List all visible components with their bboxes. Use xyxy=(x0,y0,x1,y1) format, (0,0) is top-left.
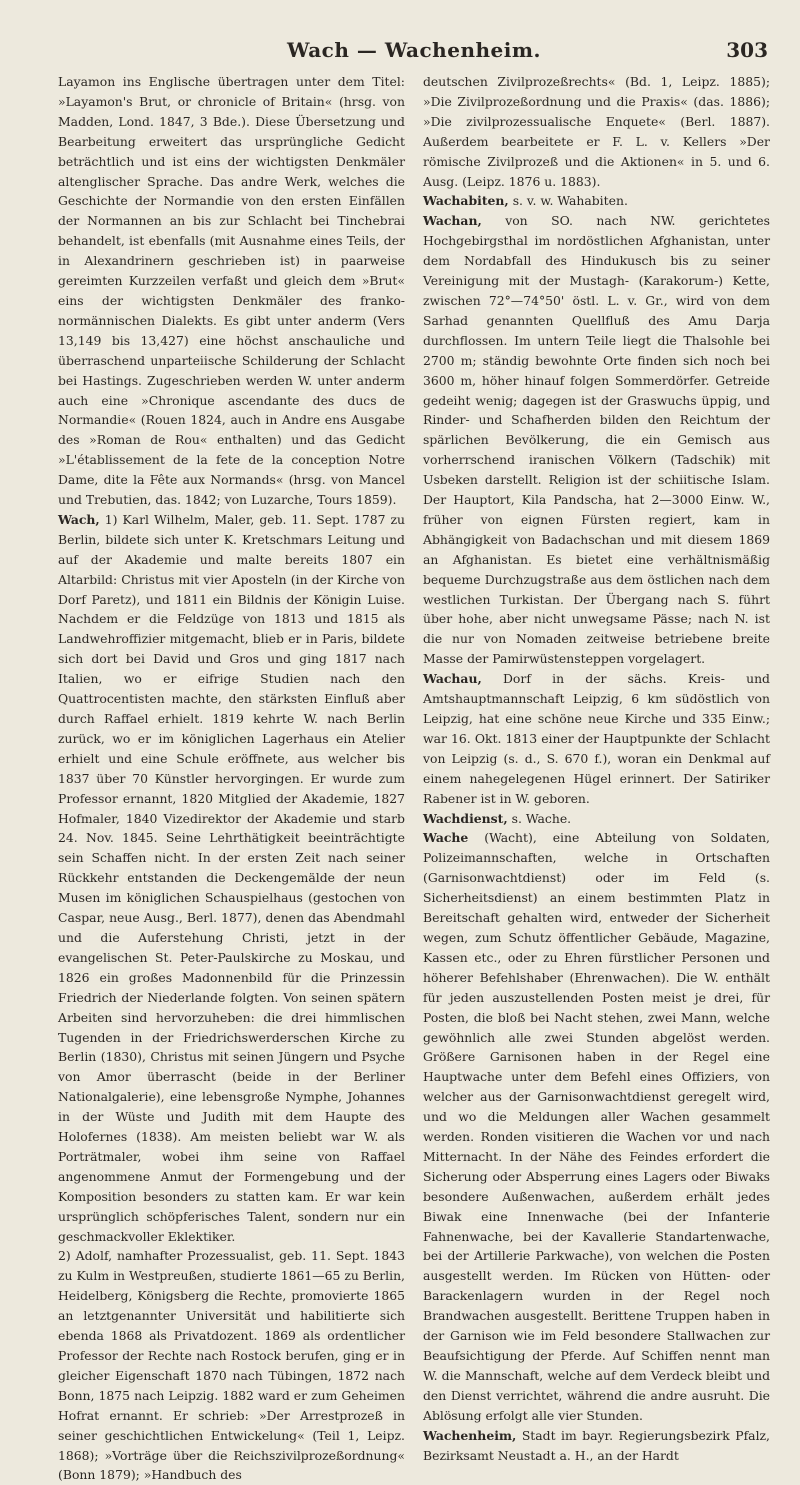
entry-text: 2) Adolf, namhafter Prozessualist, geb. 11. Sept. 1843 zu Kulm in Westpreußen, studierte 1861—65 zu Berlin, Heidelberg, Königsberg die Rechte, promovierte 1865 an letztgenannter Universität und habilitierte sich ebenda 1868 als Privatdozent. 1869 als ordentlicher Professor der Rechte nach Rostock berufen, ging er in gleicher Eigenschaft 1870 nach Tübingen, 1872 nach Bonn, 1875 nach Leipzig. 1882 ward er zum Geheimen Hofrat ernannt. Er schrieb: »Der Arrestprozeß in seiner geschichtlichen Entwickelung« (Teil 1, Leipz. 1868); »Vorträge über die Reichszivilprozeßordnung« (Bonn 1879); »Handbuch des xyxy=(58,1248,405,1483)
entry-headword: Wachau, xyxy=(423,671,482,687)
entry-text: 1) Karl Wilhelm, Maler, geb. 11. Sept. 1787 zu Berlin, bildete sich unter K. Kretschmars Leitung und auf der Akademie und malte bereits 1807 ein Altarbild: Christus mit vier Aposteln (in der Kirche von Dorf Paretz), und 1811 ein Bildnis der Königin Luise. Nachdem er die Feldzüge von 1813 und 1815 als Landwehroffizier mitgemacht, blieb er in Paris, bildete sich dort bei David und Gros und ging 1817 nach Italien, wo er eifrige Studien nach den Quattrocentisten machte, den stärksten Einfluß aber durch Raffael erhielt. 1819 kehrte W. nach Berlin zurück, wo er im königlichen Lagerhaus ein Atelier erhielt und eine Schule eröffnete, aus welcher bis 1837 über 70 Künstler hervorgingen. Er wurde zum Professor ernannt, 1820 Mitglied der Akademie, 1827 Hofmaler, 1840 Vizedirektor der Akademie und starb 24. Nov. 1845. Seine Lehrthätigkeit beeinträchtigte sein Schaffen nicht. In der ersten Zeit nach seiner Rückkehr entstanden die Deckengemälde der neun Musen im königlichen Schauspielhaus (gestochen von Caspar, neue Ausg., Berl. 1877), denen das Abendmahl und die Auferstehung Christi, jetzt in der evangelischen St. Peter-Paulskirche zu Moskau, und 1826 ein großes Madonnenbild für die Prinzessin Friedrich der Niederlande folgten. Von seinen spätern Arbeiten sind hervorzuheben: die drei himmlischen Tugenden in der Friedrichswerderschen Kirche zu Berlin (1830), Christus mit seinen Jüngern und Psyche von Amor überrascht (beide in der Berliner Nationalgalerie), eine lebensgroße Nymphe, Johannes in der Wüste und Judith mit dem Haupte des Holofernes (1838). Am meisten beliebt war W. als Porträtmaler, wobei ihm seine von Raffael angenommene Anmut der Formengebung und der Komposition besonders zu statten kam. Er war kein ursprünglich schöpferisches Talent, sondern nur ein geschmackvoller Eklektiker. xyxy=(58,511,405,1244)
entry-paragraph xyxy=(58,1246,405,1485)
entry-text: deutschen Zivilprozeßrechts« (Bd. 1, Leipz. 1885); »Die Zivilprozeßordnung und die Praxis« (das. 1886); »Die zivilprozessualische Enquete« (Berl. 1887). Außerdem bearbeitete er F. L. v. Kellers »Der römische Zivilprozeß und die Aktionen« in 5. und 6. Ausg. (Leipz. 1876 u. 1883). xyxy=(423,74,770,189)
entry-paragraph xyxy=(423,191,770,211)
entry-paragraph xyxy=(423,1426,770,1466)
text-columns xyxy=(58,72,770,1485)
entry-text: Layamon ins Englische übertragen unter dem Titel: »Layamon's Brut, or chronicle of Britain« (hrsg. von Madden, Lond. 1847, 3 Bde.). Diese Übersetzung und Bearbeitung erweitert das ursprüngliche Gedicht beträchtlich und ist eins der wichtigsten Denkmäler altenglischer Sprache. Das andre Werk, welches die Geschichte der Normandie von den ersten Einfällen der Normannen an bis zur Schlacht bei Tinchebrai behandelt, ist ebenfalls (mit Ausnahme eines Teils, der in Alexandrinern geschrieben ist) in paarweise gereimten Kurzzeilen verfaßt und gleich dem »Brut« eins der wichtigsten Denkmäler des franko-normännischen Dialekts. Es gibt unter anderm (Vers 13,149 bis 13,427) eine höchst anschauliche und überraschend unparteiische Schilderung der Schlacht bei Hastings. Zugeschrieben werden W. unter anderm auch eine »Chronique ascendante des ducs de Normandie« (Rouen 1824, auch in Andre ens Ausgabe des »Roman de Rou« enthalten) und das Gedicht »L'établissement de la fete de la conception Notre Dame, dite la Fête aux Normands« (hrsg. von Mancel und Trebutien, das. 1842; von Luzarche, Tours 1859). xyxy=(58,74,405,508)
entry-text: (Wacht), eine Abteilung von Soldaten, Polizeimannschaften, welche in Ortschaften (Garnisonwachtdienst) oder im Feld (s. Sicherheitsdienst) an einem bestimmten Platz in Bereitschaft gehalten wird, entweder der Sicherheit wegen, zum Schutz öffentlicher Gebäude, Magazine, Kassen etc., oder zu Ehren fürstlicher Personen und höherer Befehlshaber (Ehrenwachen). Die W. enthält für jeden auszustellenden Posten meist je drei, für Posten, die bloß bei Nacht stehen, zwei Mann, welche gewöhnlich alle zwei Stunden abgelöst werden. Größere Garnisonen haben in der Regel eine Hauptwache unter dem Befehl eines Offiziers, von welcher aus der Garnisonwachtdienst geregelt wird, und wo die Meldungen aller Wachen gesammelt werden. Ronden visitieren die Wachen vor und nach Mitternacht. In der Nähe des Feindes erfordert die Sicherung oder Absperrung eines Lagers oder Biwaks besondere Außenwachen, außerdem erhält jedes Biwak eine Innenwache (bei der Infanterie Fahnenwache, bei der Kavallerie Standartenwache, bei der Artillerie Parkwache), von welchen die Posten ausgestellt werden. Im Rücken von Hütten- oder Barackenlagern wurden in der Regel noch Brandwachen ausgestellt. Berittene Truppen haben in der Garnison wie im Feld besondere Stallwachen zur Beaufsichtigung der Pferde. Auf Schiffen nennt man W. die Mannschaft, welche auf dem Verdeck bleibt und den Dienst verrichtet, während die andre ausruht. Die Ablösung erfolgt alle vier Stunden. xyxy=(423,830,770,1423)
entry-paragraph xyxy=(58,510,405,1247)
entry-headword: Wachan, xyxy=(423,213,482,229)
entry-text: Stadt im bayr. Regierungsbezirk Pfalz, Bezirksamt Neustadt a. H., an der Hardt xyxy=(423,1427,770,1463)
right-column xyxy=(423,72,770,1485)
entry-paragraph xyxy=(423,669,770,808)
entry-text: von SO. nach NW. gerichtetes Hochgebirgsthal im nordöstlichen Afghanistan, unter dem Nordabfall des Hindukusch bis zu seiner Vereinigung mit der Mustagh- (Karakorum-) Kette, zwischen 72°—74°50' östl. L. v. Gr., wird von dem Sarhad genannten Quellfluß des Amu Darja durchflossen. Im untern Teile liegt die Thalsohle bei 2700 m; ständig bewohnte Orte finden sich noch bei 3600 m, höher hinauf folgen Sommerdörfer. Getreide gedeiht wenig; dagegen ist der Graswuchs üppig, und Rinder- und Schafherden bilden den Reichtum der spärlichen Bevölkerung, die ein Gemisch aus vorherrschend iranischen Völkern (Tadschik) mit Usbeken darstellt. Religion ist der schiitische Islam. Der Hauptort, Kila Pandscha, hat 2—3000 Einw. W., früher von eignen Fürsten regiert, kam in Abhängigkeit von Badachschan und mit diesem 1869 an Afghanistan. Es bietet eine verhältnismäßig bequeme Durchzugstraße aus dem östlichen nach dem westlichen Turkistan. Der Übergang nach S. führt über hohe, aber nicht unwegsame Pässe; nach N. ist die nur von Nomaden zeitweise betriebene breite Masse der Pamirwüstensteppen vorgelagert. xyxy=(423,213,770,667)
entry-headword: Wache xyxy=(423,830,469,846)
page-header xyxy=(58,38,770,66)
entry-text: s. v. w. Wahabiten. xyxy=(508,193,628,209)
entry-paragraph xyxy=(58,72,405,510)
entry-text: s. Wache. xyxy=(507,810,572,826)
entry-text: Dorf in der sächs. Kreis- und Amtshauptmannschaft Leipzig, 6 km südöstlich von Leipzig, hat eine schöne neue Kirche und 335 Einw.; war 16. Okt. 1813 einer der Hauptpunkte der Schlacht von Leipzig (s. d., S. 670 f.), woran ein Denkmal auf einem nahegelegenen Hügel erinnert. Der Satiriker Rabener ist in W. geboren. xyxy=(423,671,770,806)
entry-headword: Wachdienst, xyxy=(423,810,508,826)
entry-headword: Wachenheim, xyxy=(423,1427,517,1443)
entry-paragraph xyxy=(423,211,770,669)
entry-paragraph xyxy=(423,828,770,1425)
running-title: Wach — Wachenheim. xyxy=(287,38,541,62)
entry-paragraph xyxy=(423,72,770,191)
page-number: 303 xyxy=(726,38,768,62)
entry-headword: Wach, xyxy=(58,511,100,527)
entry-headword: Wachabiten, xyxy=(423,193,509,209)
left-column xyxy=(58,72,405,1485)
entry-paragraph xyxy=(423,809,770,829)
